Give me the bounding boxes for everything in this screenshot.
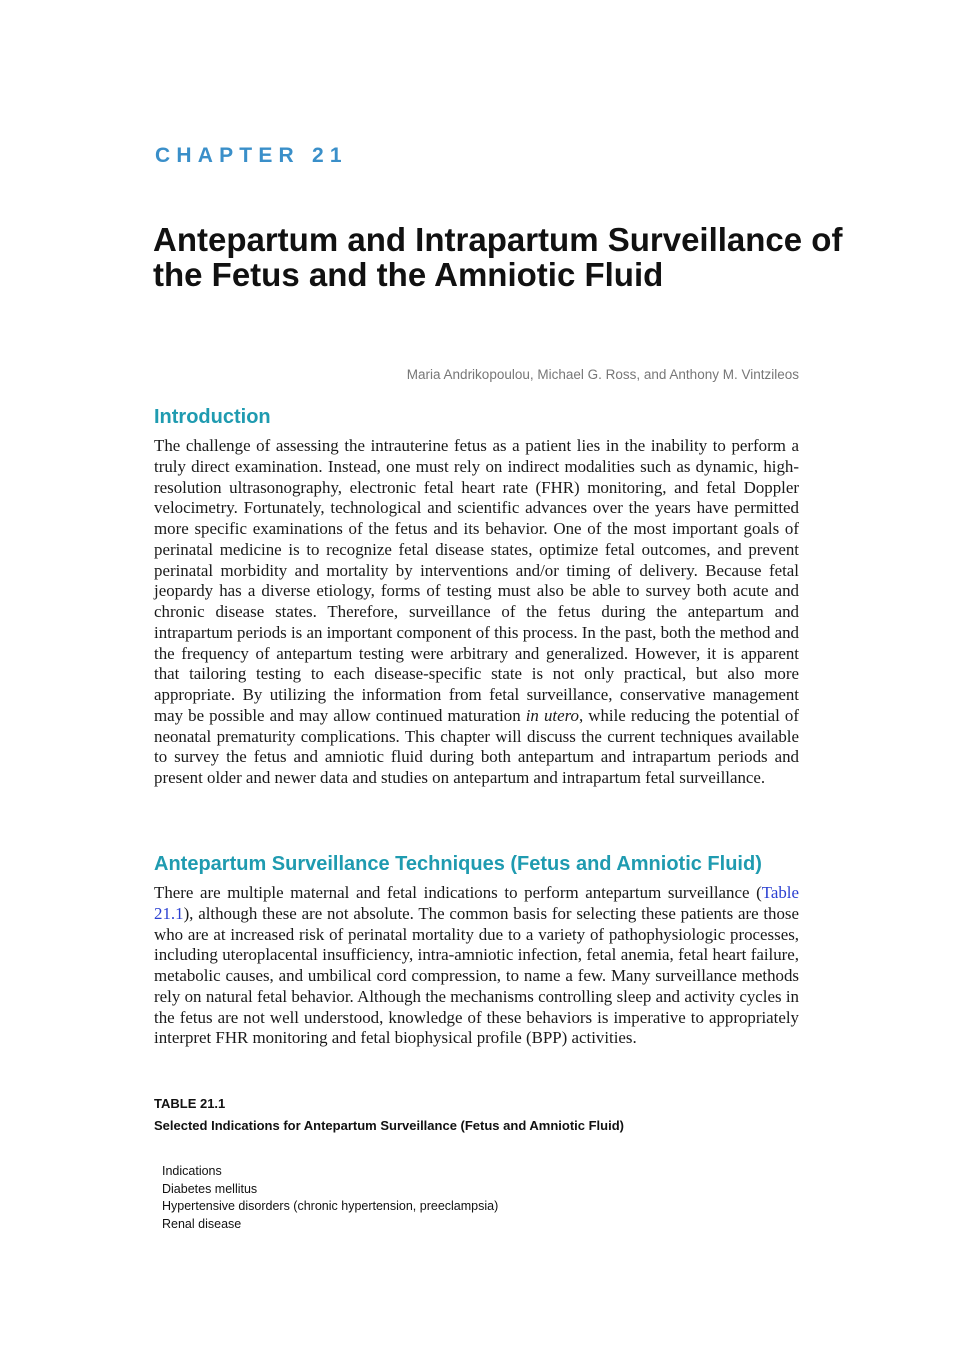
antepartum-text-part2: ), although these are not absolute. The common basis for selecting these patients are those who are at increased risk of perinatal mortality due to a variety of pathophysiologic processes, including uteroplacental insufficiency, intra-amniotic infection, fetal anemia, fetal heart failure, metabolic causes, and umbilical cord compression, to name a few. Many surveillance methods rely on natural fetal behavior. Although the mechanisms controlling sleep and activity cycles in the fetus are not well understood, knowledge of these behaviors is imperative to appropriately interpret FHR monitoring and fetal biophysical profile (BPP) activities. bbox=[154, 903, 799, 1048]
table-row: Renal disease bbox=[162, 1216, 242, 1231]
table-label: TABLE 21.1 bbox=[154, 1096, 226, 1111]
introduction-text-part2: , while reducing the potential of neonatal prematurity complications. This chapter will discuss the current techniques available to survey the fetus and amniotic fluid during both antepartum and intrapartum periods and present older and newer data and studies on antepartum and intrapartum fetal surveillance. bbox=[154, 705, 799, 787]
table-row: Hypertensive disorders (chronic hypertension, preeclampsia) bbox=[162, 1199, 499, 1213]
table-header: Indications bbox=[162, 1164, 222, 1178]
table-title: Selected Indications for Antepartum Surveillance (Fetus and Amniotic Fluid) bbox=[154, 1118, 624, 1133]
introduction-heading: Introduction bbox=[154, 406, 271, 428]
chapter-label: CHAPTER 21 bbox=[155, 144, 348, 167]
introduction-paragraph bbox=[154, 436, 799, 789]
chapter-title: Antepartum and Intrapartum Surveillance of the Fetus and the Amniotic Fluid bbox=[153, 221, 843, 293]
antepartum-heading: Antepartum Surveillance Techniques (Fetus and Amniotic Fluid) bbox=[154, 853, 762, 875]
table-reference-link[interactable]: Table 21.1 bbox=[154, 883, 799, 923]
introduction-text-part1: The challenge of assessing the intrauterine fetus as a patient lies in the inability to perform a truly direct examination. Instead, one must rely on indirect modalities such as dynamic, high-resolution ultrasonography, electronic fetal heart rate (FHR) monitoring, and fetal Doppler velocimetry. Fortunately, technological and scientific advances over the years have permitted more specific examinations of the fetus and its behavior. One of the most important goals of perinatal medicine is to recognize fetal disease states, optimize fetal outcomes, and prevent perinatal morbidity and mortality by interventions and/or timing of delivery. Because fetal jeopardy has a diverse etiology, forms of testing must also be able to survey both acute and chronic disease states. Therefore, surveillance of the fetus during the antepartum and intrapartum periods is an important component of this process. In the past, both the method and the frequency of antepartum testing were arbitrary and generalized. However, it is apparent that tailoring testing to each disease-specific state is not only practical, but also more appropriate. By utilizing the information from fetal surveillance, conservative management may be possible and may allow continued maturation bbox=[154, 436, 799, 725]
chapter-authors: Maria Andrikopoulou, Michael G. Ross, and Anthony M. Vintzileos bbox=[406, 367, 799, 382]
antepartum-text-part1: There are multiple maternal and fetal indications to perform antepartum surveillance ( bbox=[154, 883, 762, 902]
antepartum-paragraph bbox=[154, 883, 799, 1049]
table-row: Diabetes mellitus bbox=[162, 1181, 258, 1196]
introduction-italic-term: in utero bbox=[525, 705, 579, 725]
indications-table bbox=[162, 1163, 498, 1233]
